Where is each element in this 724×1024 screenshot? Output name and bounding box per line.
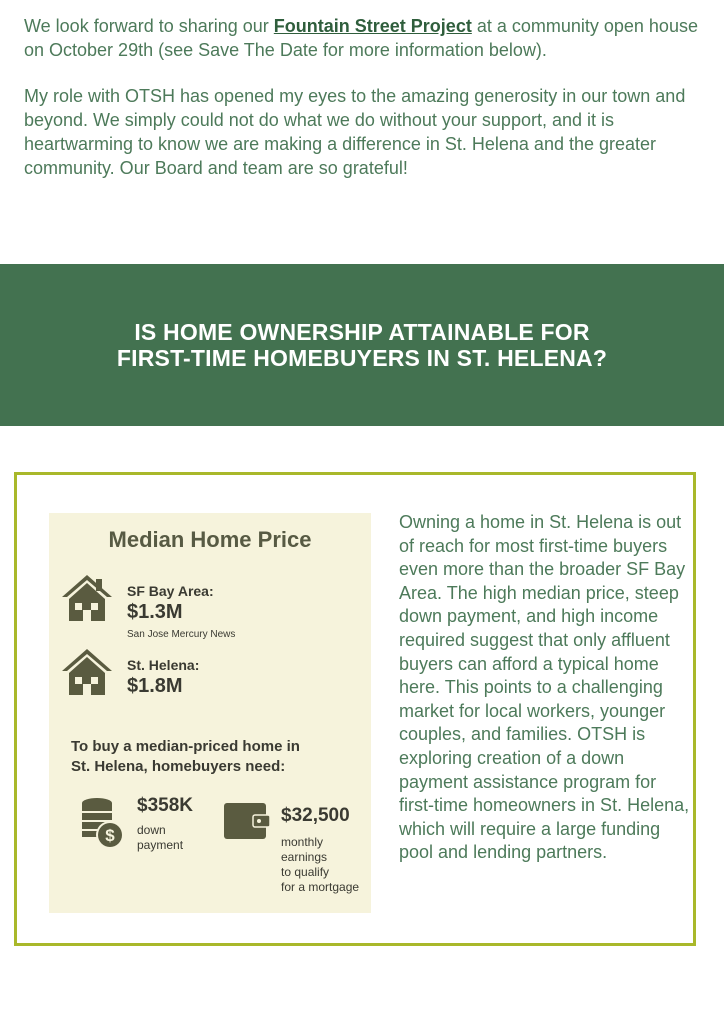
- st-helena-price: $1.8M: [127, 675, 183, 697]
- house-icon: [61, 573, 113, 623]
- earn-line-3: to qualify: [281, 865, 330, 879]
- heading-line-2: FIRST-TIME HOMEBUYERS IN ST. HELENA?: [116, 345, 608, 371]
- earn-line-2: earnings: [281, 850, 328, 864]
- median-home-price-infographic: [49, 513, 371, 913]
- sf-bay-area-label: SF Bay Area:: [127, 583, 214, 599]
- need-line-1: To buy a median-priced home in: [71, 738, 300, 755]
- fountain-street-project-link[interactable]: Fountain Street Project: [273, 16, 472, 36]
- down-line-1: down: [137, 823, 166, 837]
- infographic-title: Median Home Price: [108, 527, 312, 552]
- sf-price-source: San Jose Mercury News: [127, 629, 236, 640]
- house-icon: [61, 647, 113, 697]
- wallet-icon: [223, 801, 271, 841]
- intro-paragraph-1: [24, 14, 714, 62]
- svg-text:$: $: [105, 826, 115, 845]
- home-ownership-card: [14, 472, 696, 946]
- home-ownership-description: Owning a home in St. Helena is out of reach for most first-time buyers even more than the broader SF Bay Area. The high median price, steep down payment, and high income required suggest that only affluent buyers can afford a typical home here. This points to a challenging market for local workers, younger couples, and families. OTSH is exploring creation of a down payment assistance program for first-time homeowners in St. Helena, which will require a large funding pool and lending partners.: [399, 512, 690, 863]
- monthly-earnings-label: [281, 835, 359, 895]
- section-heading: [117, 319, 607, 371]
- coins-dollar-icon: [79, 795, 127, 851]
- section-banner: [0, 264, 724, 426]
- intro-text: [24, 14, 714, 202]
- homebuyers-need-heading: [71, 737, 361, 777]
- down-payment-label: [137, 823, 183, 853]
- earn-line-4: for a mortgage: [281, 880, 360, 894]
- intro-paragraph-2: My role with OTSH has opened my eyes to the amazing generosity in our town and beyond. We simply could not do what we do without your support, and it is heartwarming to know we are making a difference in St. Helena and the greater community. Our Board and team are so grateful!: [24, 86, 686, 178]
- down-line-2: payment: [137, 838, 184, 852]
- monthly-earnings-amount: $32,500: [281, 805, 350, 826]
- intro-p1-text-before: We look forward to sharing our: [24, 16, 274, 36]
- intro-p1-text-after: at a community open house on October 29th (see Save The Date for more information below).: [24, 16, 698, 60]
- need-line-2: St. Helena, homebuyers need:: [71, 758, 286, 775]
- st-helena-label: St. Helena:: [127, 657, 200, 673]
- down-payment-amount: $358K: [137, 795, 193, 816]
- sf-bay-area-price: $1.3M: [127, 601, 183, 623]
- earn-line-1: monthly: [281, 835, 324, 849]
- heading-line-1: IS HOME OWNERSHIP ATTAINABLE FOR: [134, 319, 590, 345]
